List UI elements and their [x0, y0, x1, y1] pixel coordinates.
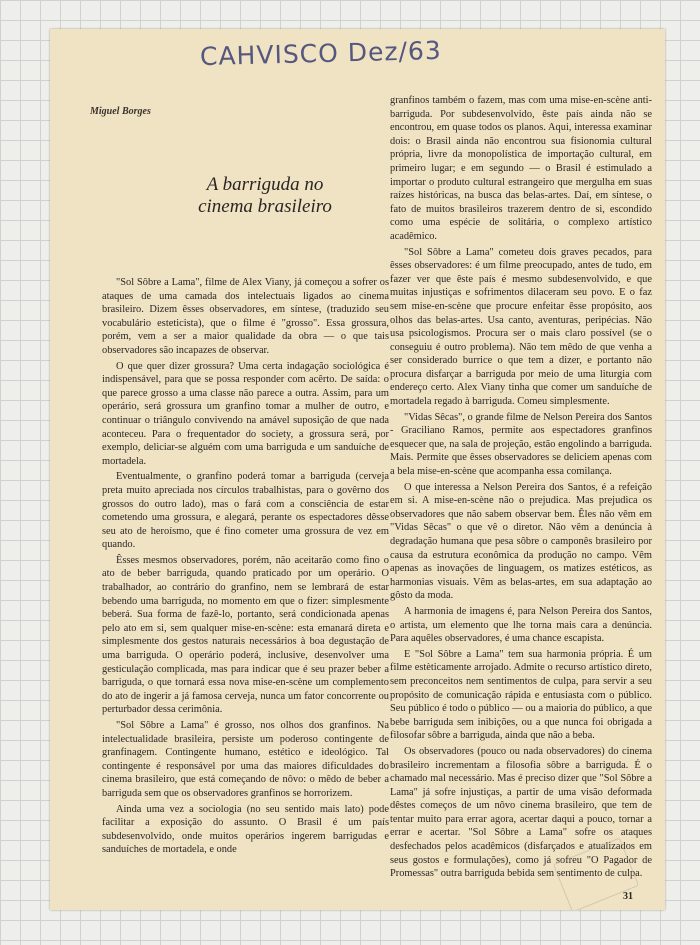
paragraph: "Sol Sôbre a Lama", filme de Alex Viany, já começou a sofrer os ataques de uma camada dos intelectuais ligados ao cinema brasileiro. Dizem êsses observadores, em síntese, (traduzido seu vocabulário esteticista), que o filme é "grosso". Essa grossura, porém, vem a ser a maior qualidade da obra — o que tais observadores são incapazes de observar. — [102, 277, 389, 356]
paragraph: Os observadores (pouco ou nada observadores) do cinema brasileiro incrementam a filosofia sôbre a barriguda. É o chamado mal necessário. Mas é preciso dizer que "Sol Sôbre a Lama" já sofre injustiças, a partir de uma visão deformada dêstes começos de um nôvo cinema brasileiro, que tem de tentar muito para errar agora, acertar daqui a pouco, tornar a errar e acertar. "Sol Sôbre a Lama" sofre os ataques desfechados pelos acadêmicos (disfarçados e atualizados em seus gostos e formulações), como já sofreu "O Pagador de Promessas" outra barriguda bebida sem sentimento de culpa. — [390, 745, 652, 880]
author-byline: Miguel Borges — [90, 106, 151, 117]
title-line-1: A barriguda no — [206, 174, 324, 195]
paragraph: O que quer dizer grossura? Uma certa indagação sociológica é indispensável, para que se possa responder com acêrto. De saída: o que parece grosso a uma classe não parece a outra. Assim, para um operário, será grossura um granfino tomar a mulher de outro, e continuar o triângulo convivendo na amável suposição de que nada aconteceu. Para o frequentador do society, a grossura será, por exemplo, deliciar-se alguém com uma barriguda e um sanduíche de mortadela. — [102, 360, 389, 467]
page-number: 31 — [623, 891, 633, 902]
paragraph: Eventualmente, o granfino poderá tomar a barriguda (cerveja preta muito apreciada nos círculos trabalhistas, para o govêrno dos grossos do outro lado), mas o fará com a consciência de estar cometendo uma grossura, e alegará, perante os espectadores dêsse seu ato de heroísmo, que é fino cometer uma grossura de vez em quando. — [102, 471, 389, 551]
paragraph: E "Sol Sôbre a Lama" tem sua harmonia própria. É um filme estèticamente arrojado. Admite o recurso artístico direto, sem preconceitos nem sentimentos de culpa, para servir a seu propósito de comunicação rápida e entusiasta com o público. Seu público é todo o público — ou a maioria do público, a que bebe barriguda sem inibições, ou a que nunca foi obrigada a filosofar sôbre a barriguda, ainda que não a beba. — [390, 648, 652, 742]
paragraph: A harmonia de imagens é, para Nelson Pereira dos Santos, o artista, um elemento que lhe torna mais cara a denúncia. Para aquêles observadores, é uma chance escapista. — [390, 605, 652, 645]
handwritten-annotation: CAHVISCO Dez/63 — [199, 35, 443, 72]
column-right — [390, 94, 652, 883]
column-left — [102, 276, 389, 859]
paragraph: Êsses mesmos observadores, porém, não aceitarão como fino o ato de beber barriguda, quando praticado por um operário. O trabalhador, ao contrário do granfino, nem se lembrará de estar bebendo uma barriguda, no momento em que o fizer: simplesmente beberá. Sua forma de fazê-lo, portanto, será condicionada apenas pelo ato em si, sem qualquer mise-en-scène: esta emanará direta e simplesmente dos gestos naturais necessários à boa degustação de uma barriguda. O operário poderá, inclusive, desenvolver uma gesticulação complicada, mas para indicar que é seu prazer beber a barriguda, o que tornará essa nova mise-en-scène um complemento do ato de ingerir a já famosa cerveja, nunca um fator concorrente ou perturbador dessa cerimônia. — [102, 554, 389, 716]
paragraph: "Sol Sôbre a Lama" cometeu dois graves pecados, para êsses observadores: é um filme preocupado, antes de tudo, em fazer ver que êste país é mesmo subdesenvolvido, e que muitas injustiças e sofrimentos dilaceram seu povo. E o faz sem mise-en-scène que procure enfeitar êsse propósito, aos olhos das belas-artes. Usa canto, aventuras, peripécias. Não usa psicologismos. Procura ser o mais claro possível (se o conseguiu é outro problema). Não tem mêdo de que venha a ser considerado burrice o que tem a dizer, e portanto não procura disfarçar a barriguda por meio de uma liturgia com endereço certo. Alex Viany tinha que comer um sanduíche de mortadela regado à barriguda. Comeu simplesmente. — [390, 246, 652, 408]
paragraph: O que interessa a Nelson Pereira dos Santos, é a refeição em si. A mise-en-scène não o prejudica. Mas prejudica os observadores que não sabem observar bem. Êles não vêm em "Vidas Sêcas" o que vê o diretor. Não vêm a denúncia à degradação humana que pesa sôbre o camponês brasileiro por causa da estrutura econômica da produção no campo. Vêm apenas as inovações de linguagem, os matizes estéticos, as harmonias visuais. Vêm as belas-artes, em sua adaptação ao gôsto da moda. — [390, 481, 652, 602]
paragraph: "Vidas Sêcas", o grande filme de Nelson Pereira dos Santos - Graciliano Ramos, permite aos espectadores granfinos esquecer que, na sala de projeção, estão engolindo a barriguda. Mais. Permite que êsses observadores se deliciem apenas com a bela mise-en-scène que acompanha essa comilança. — [390, 411, 652, 478]
title-line-2: cinema brasileiro — [198, 196, 332, 217]
article-title — [165, 174, 365, 218]
paragraph: granfinos também o fazem, mas com uma mise-en-scène anti-barriguda. Por subdesenvolvido, êste país ainda não se encontrou, em quase todos os planos. Aqui, interessa examinar dois: o Brasil ainda não encontrou sua fisionomia cultural própria, livre da monopolística de importação cultural, em primeiro lugar; e em segundo — o Brasil é estimulado a importar o produto cultural estrangeiro que mergulha em suas raízes históricas, na busca das belas-artes. Daí, em síntese, o fato de muitos brasileiros trazerem dentro de si, escondido como uma espécie de solitária, o complexo artístico acadêmico. — [390, 95, 652, 242]
paragraph: Ainda uma vez a sociologia (no seu sentido mais lato) pode facilitar a exposição do assunto. O Brasil é um país subdesenvolvido, onde muitos operários ingerem barrigudas e sanduíches de mortadela, e onde — [102, 803, 389, 856]
newspaper-clipping — [50, 29, 665, 910]
paragraph: "Sol Sôbre a Lama" é grosso, nos olhos dos granfinos. Na intelectualidade brasileira, persiste um poderoso contingente de granfinagem. Contingente humano, estético e ideológico. Tal contingente é responsável por uma das maiores dificuldades do cinema brasileiro, que está começando de nôvo: o mêdo de beber a barriguda sem que os observadores granfinos se horrorizem. — [102, 720, 389, 799]
